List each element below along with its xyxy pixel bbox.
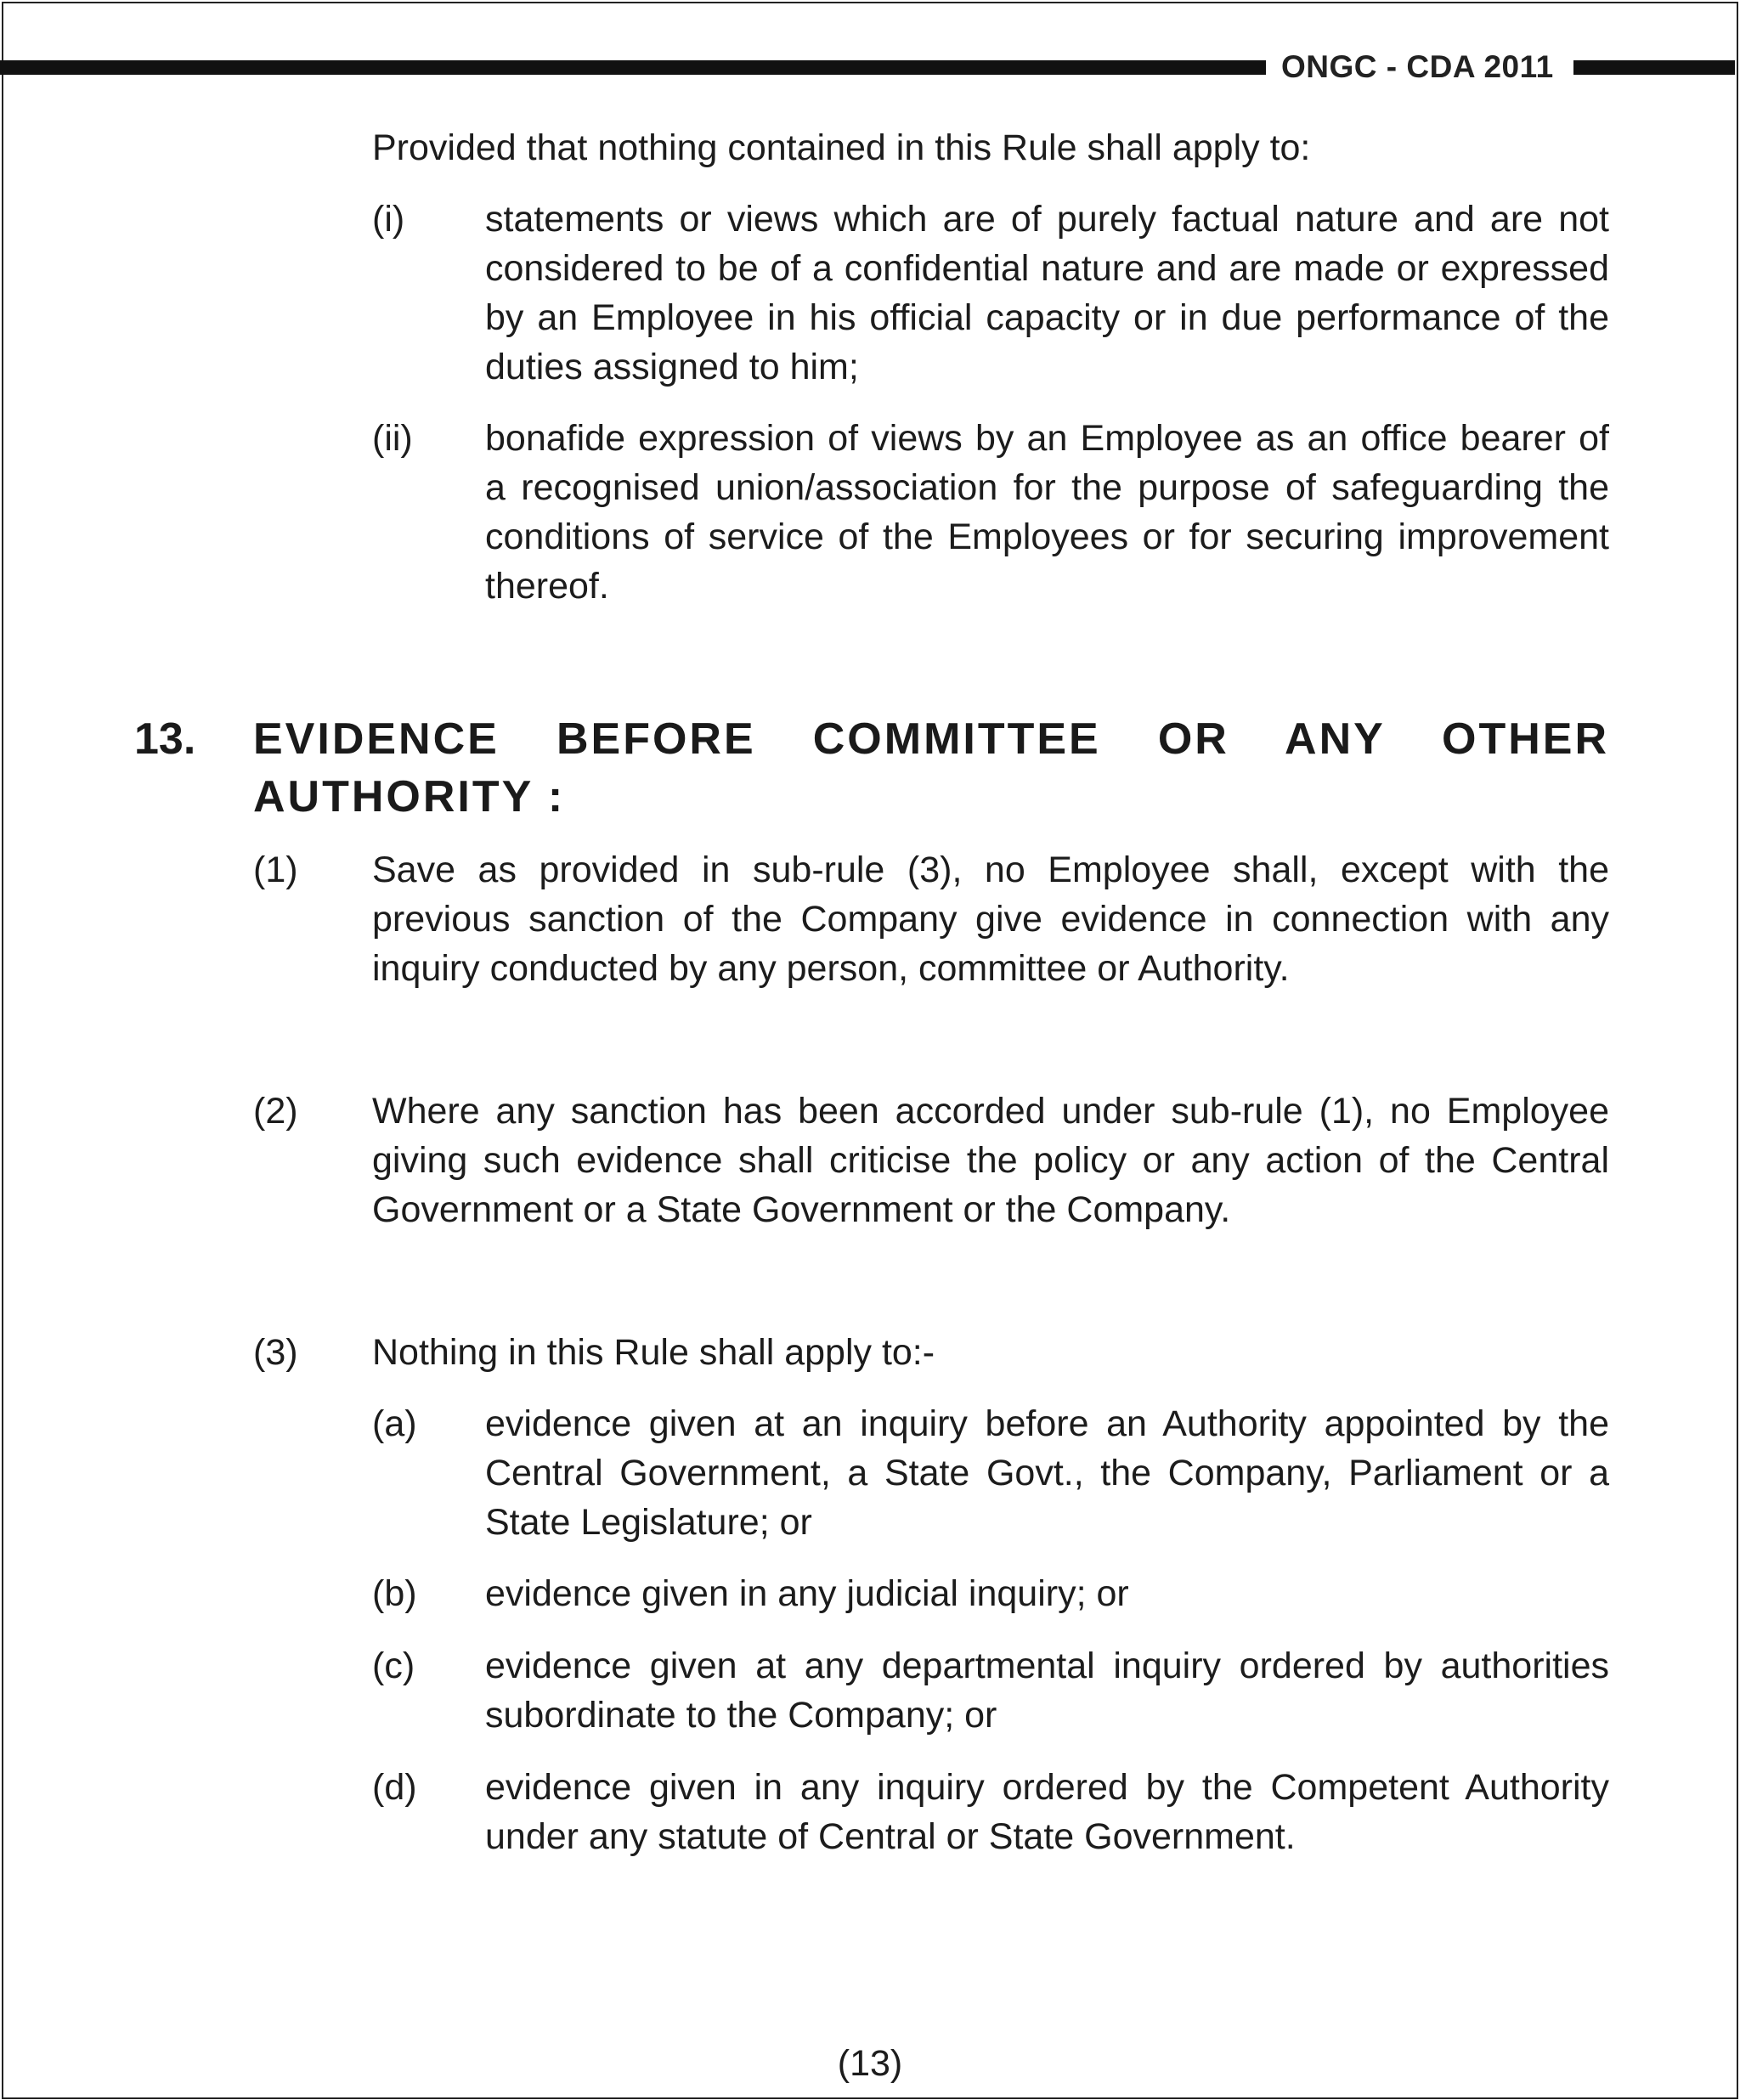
- header-rule-left: [0, 60, 1266, 75]
- running-header-title: ONGC - CDA 2011: [1281, 49, 1554, 84]
- subitem-label: (a): [372, 1403, 417, 1444]
- clause-text: Where any sanction has been accorded under sub-rule (1), no Employee giving such evidence shall criticise the policy or any action of the Central Government or a State Government or the Company.: [372, 1091, 1609, 1230]
- subitem-text: evidence given at any departmental inquiry ordered by authorities subordinate to the Company; or: [485, 1646, 1609, 1736]
- subitem-label: (c): [372, 1646, 415, 1686]
- proviso-intro: Provided that nothing contained in this Rule shall apply to:: [372, 127, 1311, 168]
- clause-text: Save as provided in sub-rule (3), no Employee shall, except with the previous sanction of the Company give evidence in connection with any inquiry conducted by any person, committee or Authority.: [372, 850, 1609, 989]
- section-heading: EVIDENCE BEFORE COMMITTEE OR ANY OTHER AUTHORITY :: [253, 714, 1609, 821]
- clause-label: (2): [253, 1091, 298, 1132]
- clause-text: Nothing in this Rule shall apply to:-: [372, 1332, 935, 1373]
- subitem-label: (d): [372, 1767, 417, 1808]
- page-number: (13): [837, 2043, 903, 2084]
- proviso-item-text: bonafide expression of views by an Employee as an office bearer of a recognised union/association for the purpose of safeguarding the conditions of service of the Employees or for securing improvement thereof.: [485, 418, 1609, 607]
- proviso-item-label: (i): [372, 199, 405, 240]
- clause-label: (1): [253, 850, 298, 890]
- subitem-text: evidence given in any judicial inquiry; or: [485, 1573, 1129, 1614]
- clause-label: (3): [253, 1332, 298, 1373]
- subitem-text: evidence given at an inquiry before an Authority appointed by the Central Government, a State Govt., the Company, Parliament or a State Legislature; or: [485, 1403, 1609, 1543]
- subitem-text: evidence given in any inquiry ordered by the Competent Authority under any statute of Central or State Government.: [485, 1767, 1609, 1857]
- proviso-item-text: statements or views which are of purely factual nature and are not considered to be of a confidential nature and are made or expressed by an Employee in his official capacity or in due performance of the duties assigned to him;: [485, 199, 1609, 387]
- proviso-item-label: (ii): [372, 418, 413, 459]
- header-rule-right: [1573, 60, 1735, 75]
- subitem-label: (b): [372, 1573, 417, 1614]
- section-number: 13.: [134, 714, 196, 764]
